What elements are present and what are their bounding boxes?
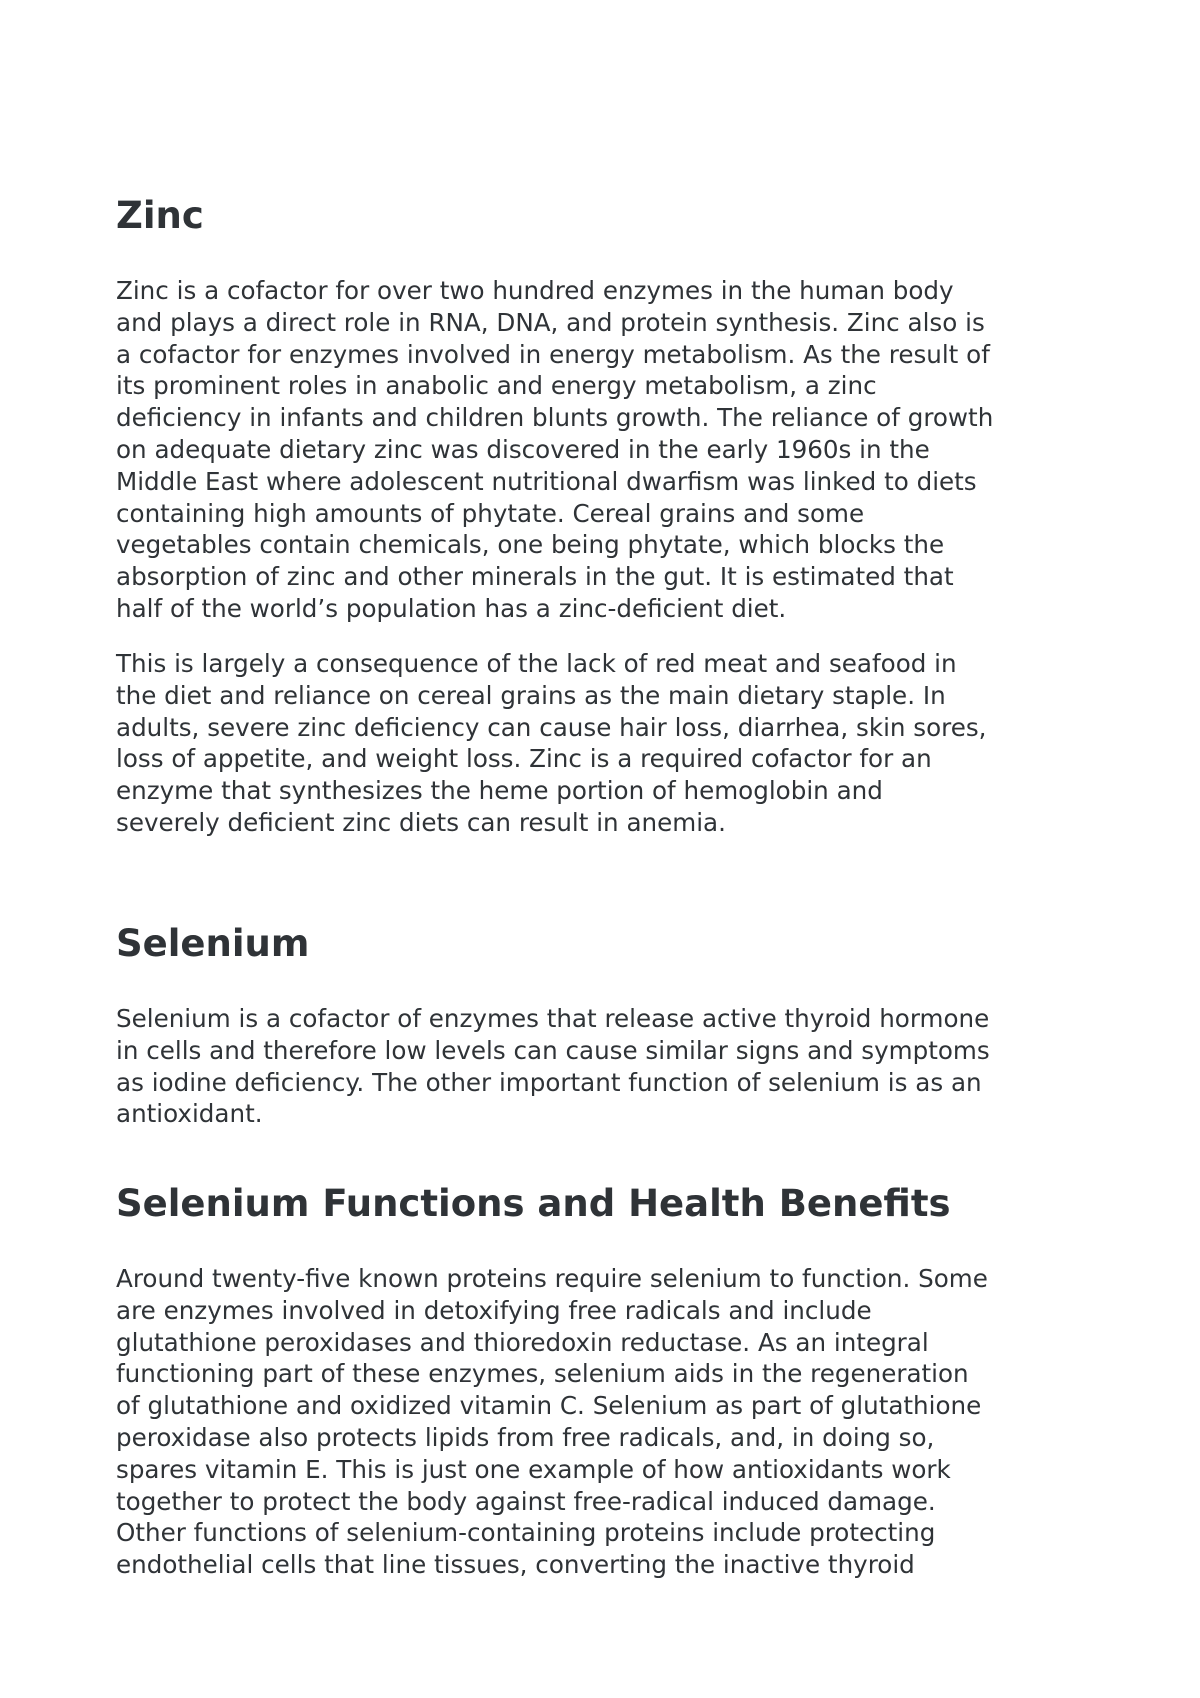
text-line: are enzymes involved in detoxifying free radicals and include: [116, 1295, 872, 1325]
paragraph-zinc-2: [116, 648, 987, 839]
text-line: spares vitamin E. This is just one example of how antioxidants work: [116, 1454, 951, 1484]
section-heading-zinc: Zinc: [116, 194, 204, 237]
text-line: Zinc is a cofactor for over two hundred enzymes in the human body: [116, 276, 954, 305]
text-line: Other functions of selenium-containing proteins include protecting: [116, 1518, 936, 1548]
text-line: on adequate dietary zinc was discovered in the early 1960s in the: [116, 434, 930, 464]
text-line: absorption of zinc and other minerals in the gut. It is estimated that: [116, 562, 954, 592]
text-line: vegetables contain chemicals, one being phytate, which blocks the: [116, 530, 945, 560]
text-line: enzyme that synthesizes the heme portion of hemoglobin and: [116, 776, 883, 806]
text-line: severely deficient zinc diets can result in anemia.: [116, 807, 726, 837]
text-line: as iodine deficiency. The other important function of selenium is as an: [116, 1067, 982, 1097]
paragraph-zinc-1: [116, 275, 993, 625]
text-line: and plays a direct role in RNA, DNA, and protein synthesis. Zinc also is: [116, 307, 985, 337]
section-heading-selenium-functions: Selenium Functions and Health Benefits: [116, 1182, 951, 1225]
text-line: of glutathione and oxidized vitamin C. Selenium as part of glutathione: [116, 1391, 982, 1421]
text-line: functioning part of these enzymes, selenium aids in the regeneration: [116, 1359, 969, 1389]
text-line: antioxidant.: [116, 1099, 263, 1129]
text-line: together to protect the body against free-radical induced damage.: [116, 1486, 936, 1516]
text-line: deficiency in infants and children blunts growth. The reliance of growth: [116, 403, 994, 433]
paragraph-selenium-functions-1: [116, 1263, 988, 1581]
section-heading-selenium: Selenium: [116, 922, 310, 965]
text-line: Middle East where adolescent nutritional dwarfism was linked to diets: [116, 466, 977, 496]
text-line: the diet and reliance on cereal grains as the main dietary staple. In: [116, 680, 946, 710]
text-line: loss of appetite, and weight loss. Zinc is a required cofactor for an: [116, 744, 932, 774]
text-line: Around twenty-five known proteins require selenium to function. Some: [116, 1264, 988, 1293]
text-line: Selenium is a cofactor of enzymes that release active thyroid hormone: [116, 1004, 990, 1033]
text-line: half of the world’s population has a zinc-deficient diet.: [116, 593, 787, 623]
text-line: endothelial cells that line tissues, converting the inactive thyroid: [116, 1550, 915, 1580]
paragraph-selenium-1: [116, 1003, 990, 1130]
text-line: a cofactor for enzymes involved in energy metabolism. As the result of: [116, 339, 990, 369]
text-line: peroxidase also protects lipids from free radicals, and, in doing so,: [116, 1422, 935, 1452]
text-line: its prominent roles in anabolic and energy metabolism, a zinc: [116, 371, 877, 401]
text-line: in cells and therefore low levels can cause similar signs and symptoms: [116, 1035, 990, 1065]
text-line: containing high amounts of phytate. Cereal grains and some: [116, 498, 865, 528]
text-line: adults, severe zinc deficiency can cause hair loss, diarrhea, skin sores,: [116, 712, 987, 742]
text-line: This is largely a consequence of the lack of red meat and seafood in: [116, 649, 957, 678]
text-line: glutathione peroxidases and thioredoxin reductase. As an integral: [116, 1327, 929, 1357]
